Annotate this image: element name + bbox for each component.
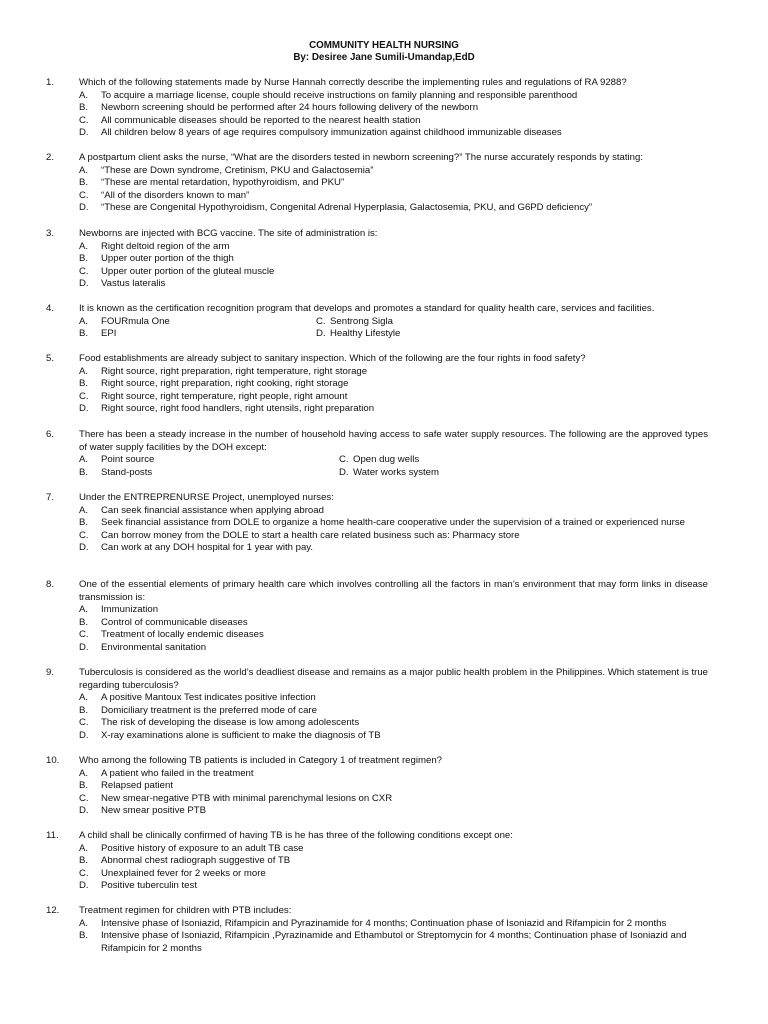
option-text: Healthy Lifestyle (330, 328, 401, 340)
option-text: Abnormal chest radiograph suggestive of TB (101, 855, 291, 867)
question-stem: Tuberculosis is considered as the world’s deadliest disease and remains as a major public health problem in the Philippines. Which statement is true regarding tuberculosis? (79, 667, 708, 691)
option-letter: D. (79, 880, 89, 892)
answer-option (79, 918, 708, 931)
question-stem: A child shall be clinically confirmed of having TB is he has three of the following conditions except one: (79, 830, 513, 841)
option-text: “All of the disorders known to man” (101, 189, 250, 201)
option-text: “These are mental retardation, hypothyroidism, and PKU” (101, 177, 345, 189)
answer-option (316, 316, 393, 329)
option-text: Intensive phase of Isoniazid, Rifampicin and Pyrazinamide for 4 months; Continuation phase of Isoniazid and Rifampicin for 2 months (101, 917, 667, 929)
option-text: Intensive phase of Isoniazid, Rifampicin ,Pyrazinamide and Ethambutol or Streptomycin for 4 months; Continuation phase of Isoniazid and Rifampicin for 2 months (101, 930, 687, 954)
question-stem: Who among the following TB patients is included in Category 1 of treatment regimen? (79, 755, 442, 766)
question-number: 12. (46, 905, 60, 916)
answer-option (79, 102, 708, 115)
option-letter: B. (79, 102, 89, 114)
option-letter: C. (79, 529, 89, 541)
question-stem: A postpartum client asks the nurse, “What are the disorders tested in newborn screening?” The nurse accurately responds by stating: (79, 152, 644, 163)
option-text: The risk of developing the disease is low among adolescents (101, 717, 360, 729)
option-letter: B. (79, 466, 89, 478)
question-stem: There has been a steady increase in the number of household having access to safe water supply resources. The following are the approved types of water supply facilities by the DOH except: (79, 429, 708, 453)
answer-option (79, 530, 708, 543)
option-text: Environmental sanitation (101, 641, 207, 653)
answer-option (79, 542, 708, 555)
answer-option (79, 378, 708, 391)
option-letter: A. (79, 767, 89, 779)
option-letter: C. (316, 315, 326, 327)
answer-option (79, 780, 708, 793)
option-letter: B. (79, 930, 89, 942)
option-letter: B. (79, 328, 89, 340)
question-number: 1. (46, 77, 55, 88)
option-text: Relapsed patient (101, 780, 174, 792)
option-text: Right deltoid region of the arm (101, 240, 230, 252)
question-number: 2. (46, 152, 55, 163)
answer-option (79, 266, 708, 279)
option-letter: C. (79, 390, 89, 402)
option-text: Right source, right preparation, right cooking, right storage (101, 378, 349, 390)
answer-option (79, 705, 708, 718)
option-letter: D. (79, 278, 89, 290)
option-text: Seek financial assistance from DOLE to organize a home health-care cooperative under the supervision of a trained or experienced nurse (101, 517, 685, 529)
option-text: All communicable diseases should be reported to the nearest health station (101, 114, 421, 126)
answer-option (79, 843, 708, 856)
question-item (46, 152, 708, 215)
answer-option (79, 202, 708, 215)
question-stem: Food establishments are already subject to sanitary inspection. Which of the following are the four rights in food safety? (79, 353, 586, 364)
answer-option (79, 768, 708, 781)
option-letter: B. (79, 780, 89, 792)
answer-option (79, 190, 708, 203)
option-letter: D. (79, 202, 89, 214)
answer-option (79, 127, 708, 140)
option-letter: D. (79, 403, 89, 415)
question-number: 9. (46, 667, 55, 678)
option-text: Can borrow money from the DOLE to start a health care related business such as: Pharmacy store (101, 529, 520, 541)
answer-option (79, 855, 708, 868)
option-text: Open dug wells (353, 454, 420, 466)
question-number: 3. (46, 228, 55, 239)
option-text: All children below 8 years of age requires compulsory immunization against childhood immunizable diseases (101, 127, 562, 139)
option-letter: A. (79, 842, 89, 854)
answer-option (79, 517, 708, 530)
option-text: Unexplained fever for 2 weeks or more (101, 867, 266, 879)
option-text: Newborn screening should be performed after 24 hours following delivery of the newborn (101, 102, 479, 114)
question-stem: It is known as the certification recognition program that develops and promotes a standard for quality health care, services and facilities. (79, 303, 655, 314)
option-letter: A. (79, 315, 89, 327)
option-letter: A. (79, 164, 89, 176)
question-item (46, 492, 708, 555)
answer-option (339, 454, 419, 467)
answer-option (79, 717, 708, 730)
question-number: 8. (46, 579, 55, 590)
option-letter: B. (79, 378, 89, 390)
option-text: Can seek financial assistance when applying abroad (101, 504, 324, 516)
answer-option (79, 90, 708, 103)
question-number: 4. (46, 303, 55, 314)
answer-option (79, 241, 708, 254)
option-letter: D. (79, 127, 89, 139)
answer-option (79, 177, 708, 190)
question-number: 11. (46, 830, 59, 841)
option-letter: A. (79, 240, 89, 252)
page-title: COMMUNITY HEALTH NURSING (309, 40, 459, 51)
answer-option (79, 604, 708, 617)
option-letter: B. (79, 177, 89, 189)
option-letter: B. (79, 517, 89, 529)
answer-option (79, 730, 708, 743)
option-letter: C. (339, 454, 349, 466)
option-letter: C. (79, 265, 89, 277)
option-text: Stand-posts (101, 466, 153, 478)
answer-option (79, 617, 708, 630)
option-letter: A. (79, 504, 89, 516)
option-letter: D. (316, 328, 326, 340)
option-text: New smear-negative PTB with minimal parenchymal lesions on CXR (101, 792, 393, 804)
answer-option (79, 316, 170, 329)
question-stem: Newborns are injected with BCG vaccine. The site of administration is: (79, 228, 378, 239)
option-letter: B. (79, 704, 89, 716)
question-item (46, 228, 708, 291)
answer-option (79, 454, 154, 467)
question-stem: Under the ENTREPRENURSE Project, unemployed nurses: (79, 492, 334, 503)
question-stem: One of the essential elements of primary health care which involves controlling all the factors in man’s environment that may form links in disease transmission is: (79, 579, 708, 603)
answer-option (79, 793, 708, 806)
question-item (46, 830, 708, 893)
option-letter: A. (79, 604, 89, 616)
answer-option (79, 403, 708, 416)
option-text: FOURmula One (101, 315, 170, 327)
question-stem: Which of the following statements made by Nurse Hannah correctly describe the implementing rules and regulations of RA 9288? (79, 77, 627, 88)
answer-option (79, 391, 708, 404)
option-text: X-ray examinations alone is sufficient to make the diagnosis of TB (101, 729, 381, 741)
option-letter: D. (79, 542, 89, 554)
answer-option (79, 115, 708, 128)
option-text: EPI (101, 328, 117, 340)
option-text: Water works system (353, 466, 439, 478)
answer-option (79, 278, 708, 291)
option-row (79, 316, 708, 329)
answer-option (79, 328, 116, 341)
answer-option (79, 253, 708, 266)
option-letter: D. (79, 729, 89, 741)
option-letter: C. (79, 792, 89, 804)
question-number: 7. (46, 492, 55, 503)
author-line: By: Desiree Jane Sumili-Umandap,EdD (293, 52, 475, 63)
question-number: 5. (46, 353, 55, 364)
option-text: Positive history of exposure to an adult TB case (101, 842, 304, 854)
option-text: “These are Down syndrome, Cretinism, PKU and Galactosemia” (101, 164, 374, 176)
answer-option (79, 467, 152, 480)
question-item (46, 353, 708, 416)
option-text: Point source (101, 454, 155, 466)
answer-option (339, 467, 439, 480)
option-text: Right source, right food handlers, right utensils, right preparation (101, 403, 375, 415)
option-text: Right source, right preparation, right temperature, right storage (101, 365, 368, 377)
option-letter: A. (79, 692, 89, 704)
option-letter: C. (79, 629, 89, 641)
option-text: Control of communicable diseases (101, 616, 248, 628)
answer-option (79, 642, 708, 655)
question-item (46, 905, 708, 955)
question-item (46, 429, 708, 479)
answer-option (79, 880, 708, 893)
option-text: Positive tuberculin test (101, 880, 197, 892)
option-text: Sentrong Sigla (330, 315, 393, 327)
answer-option (316, 328, 400, 341)
option-text: Can work at any DOH hospital for 1 year with pay. (101, 542, 314, 554)
option-letter: C. (79, 867, 89, 879)
option-letter: B. (79, 855, 89, 867)
option-text: Right source, right temperature, right people, right amount (101, 390, 348, 402)
option-text: Upper outer portion of the thigh (101, 253, 234, 265)
option-letter: A. (79, 454, 89, 466)
option-text: Upper outer portion of the gluteal muscle (101, 265, 275, 277)
option-letter: C. (79, 189, 89, 201)
option-row (79, 467, 708, 480)
option-row (79, 328, 708, 341)
option-text: A positive Mantoux Test indicates positive infection (101, 692, 316, 704)
option-text: New smear positive PTB (101, 805, 207, 817)
question-number: 10. (46, 755, 60, 766)
question-item (46, 303, 708, 341)
answer-option (79, 366, 708, 379)
option-letter: C. (79, 717, 89, 729)
option-letter: D. (339, 466, 349, 478)
question-item (46, 667, 708, 743)
option-text: A patient who failed in the treatment (101, 767, 254, 779)
option-letter: D. (79, 641, 89, 653)
question-item (46, 579, 708, 655)
option-text: To acquire a marriage license, couple should receive instructions on family planning and responsible parenthood (101, 89, 578, 101)
option-letter: A. (79, 365, 89, 377)
answer-option (79, 165, 708, 178)
option-text: Domiciliary treatment is the preferred mode of care (101, 704, 317, 716)
answer-option (79, 868, 708, 881)
option-letter: B. (79, 253, 89, 265)
question-stem: Treatment regimen for children with PTB includes: (79, 905, 292, 916)
option-text: Vastus lateralis (101, 278, 166, 290)
option-text: Immunization (101, 604, 159, 616)
answer-option (79, 692, 708, 705)
question-item (46, 77, 708, 140)
question-item (46, 755, 708, 818)
question-number: 6. (46, 429, 55, 440)
option-text: Treatment of locally endemic diseases (101, 629, 264, 641)
answer-option (79, 629, 708, 642)
answer-option (79, 805, 708, 818)
option-letter: A. (79, 917, 89, 929)
option-letter: A. (79, 89, 89, 101)
option-letter: B. (79, 616, 89, 628)
option-letter: D. (79, 805, 89, 817)
option-text: “These are Congenital Hypothyroidism, Congenital Adrenal Hyperplasia, Galactosemia, PKU, and G6PD deficiency” (101, 202, 593, 214)
answer-option (79, 505, 708, 518)
answer-option (79, 930, 708, 955)
option-row (79, 454, 708, 467)
option-letter: C. (79, 114, 89, 126)
